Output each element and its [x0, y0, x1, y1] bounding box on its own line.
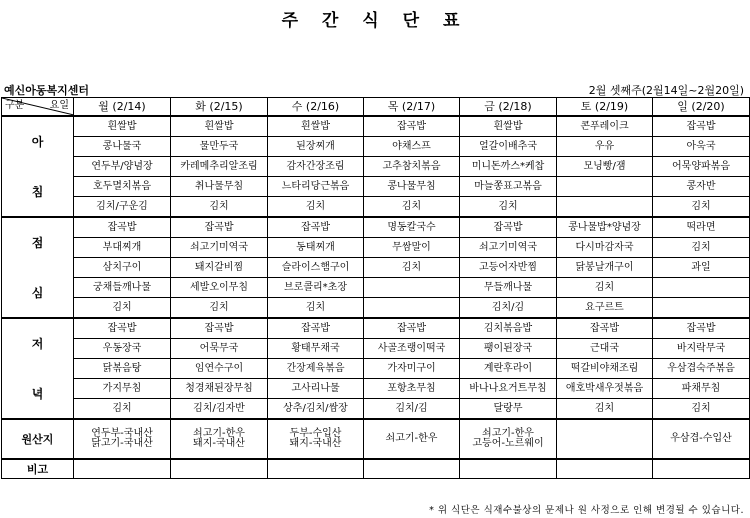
- day-header: 화 (2/15): [171, 98, 268, 117]
- menu-item: 카레메추리알조림: [171, 157, 268, 177]
- menu-item: 우유: [557, 137, 653, 157]
- menu-item: 바나나요거트무침: [460, 379, 557, 399]
- meal-label-bottom: 심: [31, 285, 44, 300]
- menu-item: 김치: [460, 197, 557, 218]
- day-header: 토 (2/19): [557, 98, 653, 117]
- meal-row: [2, 137, 750, 157]
- header-row: [2, 98, 750, 117]
- menu-item: 잡곡밥: [268, 217, 364, 238]
- menu-item: 우삼겹숙주볶음: [653, 359, 750, 379]
- meal-row: [2, 278, 750, 298]
- meal-row: [2, 399, 750, 420]
- menu-item: 잡곡밥: [74, 318, 171, 339]
- day-header: 금 (2/18): [460, 98, 557, 117]
- menu-item: 물만두국: [171, 137, 268, 157]
- menu-item: [653, 298, 750, 319]
- note-cell: [364, 459, 460, 479]
- menu-item: 돼지갈비찜: [171, 258, 268, 278]
- menu-item: 닭볶음탕: [74, 359, 171, 379]
- menu-item: 느타리당근볶음: [268, 177, 364, 197]
- menu-item: 김치: [171, 298, 268, 319]
- menu-item: 콩나물무침: [364, 177, 460, 197]
- meal-row: [2, 318, 750, 339]
- menu-item: 가자미구이: [364, 359, 460, 379]
- menu-item: 고추참치볶음: [364, 157, 460, 177]
- menu-item: 김치: [268, 197, 364, 218]
- meal-label: [2, 217, 74, 318]
- menu-item: 달랑무: [460, 399, 557, 420]
- menu-item: 청경채된장무침: [171, 379, 268, 399]
- footnote: * 위 식단은 식재수불상의 문제나 원 사정으로 인해 변경될 수 있습니다.: [429, 505, 744, 516]
- menu-item: 잡곡밥: [364, 116, 460, 137]
- menu-item: 바지락무국: [653, 339, 750, 359]
- menu-item: 브로콜리*초장: [268, 278, 364, 298]
- menu-item: 김치/김: [364, 399, 460, 420]
- meal-label: [2, 318, 74, 419]
- origin-cell: [653, 419, 750, 459]
- origin-line: 쇠고기-한우: [482, 428, 534, 439]
- day-header: 수 (2/16): [268, 98, 364, 117]
- menu-item: [364, 298, 460, 319]
- menu-item: 김치/구운김: [74, 197, 171, 218]
- menu-item: 콩자반: [653, 177, 750, 197]
- menu-item: 애호박새우젓볶음: [557, 379, 653, 399]
- menu-item: [557, 177, 653, 197]
- menu-item: [557, 197, 653, 218]
- menu-item: 잡곡밥: [364, 318, 460, 339]
- origin-cell: [557, 419, 653, 459]
- meal-row: [2, 379, 750, 399]
- menu-item: 흰쌀밥: [171, 116, 268, 137]
- menu-item: [653, 278, 750, 298]
- menu-item: 미니돈까스*케찹: [460, 157, 557, 177]
- origin-cell: [171, 419, 268, 459]
- note-cell: [268, 459, 364, 479]
- menu-item: 된장찌개: [268, 137, 364, 157]
- organization-name: 예신아동복지센터: [4, 84, 90, 97]
- origin-cell: [74, 419, 171, 459]
- menu-item: 황태무채국: [268, 339, 364, 359]
- weekly-menu-table: [1, 97, 750, 479]
- origin-line: 우삼겹-수입산: [670, 433, 732, 444]
- menu-item: 마늘쫑표고볶음: [460, 177, 557, 197]
- menu-item: 무들깨나물: [460, 278, 557, 298]
- menu-item: 김치/김자반: [171, 399, 268, 420]
- page-title: 주 간 식 단 표: [281, 11, 469, 31]
- origin-line: 돼지-국내산: [193, 438, 245, 449]
- meal-label: [2, 116, 74, 217]
- week-range: 2월 셋째주(2월14일~2월20일): [588, 84, 744, 97]
- menu-item: [364, 278, 460, 298]
- menu-item: 고사리나물: [268, 379, 364, 399]
- meal-row: [2, 217, 750, 238]
- menu-item: 상추/김치/쌈장: [268, 399, 364, 420]
- menu-item: 김치: [364, 197, 460, 218]
- origin-line: 두부-수입산: [289, 428, 342, 439]
- note-row: [2, 459, 750, 479]
- menu-item: 과일: [653, 258, 750, 278]
- menu-item: 흰쌀밥: [74, 116, 171, 137]
- menu-item: 김치: [557, 399, 653, 420]
- menu-item: 잡곡밥: [653, 318, 750, 339]
- corner-label-day: 요일: [49, 100, 69, 111]
- menu-item: 우동장국: [74, 339, 171, 359]
- meal-row: [2, 258, 750, 278]
- note-cell: [74, 459, 171, 479]
- menu-item: 근대국: [557, 339, 653, 359]
- meal-row: [2, 197, 750, 218]
- menu-body: [2, 116, 750, 419]
- menu-item: 김치/김: [460, 298, 557, 319]
- day-header: 목 (2/17): [364, 98, 460, 117]
- meal-row: [2, 298, 750, 319]
- menu-item: 콩나물밥*양념장: [557, 217, 653, 238]
- menu-item: 궁채들깨나물: [74, 278, 171, 298]
- menu-item: 잡곡밥: [557, 318, 653, 339]
- menu-item: 가지무침: [74, 379, 171, 399]
- menu-item: 감자간장조림: [268, 157, 364, 177]
- menu-item: 다시마감자국: [557, 238, 653, 258]
- meal-row: [2, 116, 750, 137]
- menu-item: 김치: [268, 298, 364, 319]
- meal-label-top: 아: [31, 134, 44, 149]
- menu-item: 간장제육볶음: [268, 359, 364, 379]
- meal-row: [2, 238, 750, 258]
- meal-label-top: 점: [31, 235, 44, 250]
- note-cell: [171, 459, 268, 479]
- origin-line: 고등어-노르웨이: [472, 438, 544, 449]
- menu-item: 잡곡밥: [171, 318, 268, 339]
- note-cell: [653, 459, 750, 479]
- meal-row: [2, 177, 750, 197]
- menu-item: 잡곡밥: [74, 217, 171, 238]
- origin-cell: [460, 419, 557, 459]
- menu-item: 잡곡밥: [460, 217, 557, 238]
- origin-label: 원산지: [2, 419, 74, 459]
- note-cell: [557, 459, 653, 479]
- menu-item: 쇠고기미역국: [171, 238, 268, 258]
- menu-item: 콩나물국: [74, 137, 171, 157]
- corner-header: [2, 98, 74, 117]
- meal-row: [2, 339, 750, 359]
- origin-line: 쇠고기-한우: [193, 428, 245, 439]
- menu-item: 김치: [653, 238, 750, 258]
- day-header: 일 (2/20): [653, 98, 750, 117]
- menu-item: 흰쌀밥: [460, 116, 557, 137]
- menu-item: 김치: [653, 399, 750, 420]
- menu-item: 잡곡밥: [268, 318, 364, 339]
- menu-item: 쇠고기미역국: [460, 238, 557, 258]
- meal-label-top: 저: [31, 336, 44, 351]
- menu-item: 야채스프: [364, 137, 460, 157]
- menu-item: 고등어자반찜: [460, 258, 557, 278]
- menu-item: 명동칼국수: [364, 217, 460, 238]
- menu-item: 슬라이스햄구이: [268, 258, 364, 278]
- menu-item: 떡라면: [653, 217, 750, 238]
- origin-line: 돼지-국내산: [289, 438, 342, 449]
- meal-row: [2, 157, 750, 177]
- origin-row: [2, 419, 750, 459]
- menu-item: 세발오이무침: [171, 278, 268, 298]
- menu-item: 김치: [557, 278, 653, 298]
- menu-item: 김치: [74, 298, 171, 319]
- menu-item: 흰쌀밥: [268, 116, 364, 137]
- note-label: 비고: [2, 459, 74, 479]
- menu-item: 동태찌개: [268, 238, 364, 258]
- menu-item: 삼치구이: [74, 258, 171, 278]
- menu-item: 잡곡밥: [653, 116, 750, 137]
- origin-line: 연두부-국내산: [91, 428, 153, 439]
- menu-item: 사골조랭이떡국: [364, 339, 460, 359]
- menu-item: 김치볶음밥: [460, 318, 557, 339]
- menu-item: 닭봉날개구이: [557, 258, 653, 278]
- menu-item: 얼갈이배추국: [460, 137, 557, 157]
- menu-item: 요구르트: [557, 298, 653, 319]
- menu-item: 포항초무침: [364, 379, 460, 399]
- menu-item: 김치: [364, 258, 460, 278]
- meal-label-bottom: 녁: [31, 386, 44, 401]
- menu-item: 임연수구이: [171, 359, 268, 379]
- menu-item: 파채무침: [653, 379, 750, 399]
- note-cell: [460, 459, 557, 479]
- menu-item: 김치: [653, 197, 750, 218]
- meal-row: [2, 359, 750, 379]
- menu-item: 계란후라이: [460, 359, 557, 379]
- menu-item: 잡곡밥: [171, 217, 268, 238]
- menu-item: 무쌈말이: [364, 238, 460, 258]
- menu-item: 김치: [171, 197, 268, 218]
- corner-label-category: 구분: [5, 100, 25, 111]
- menu-item: 취나물무침: [171, 177, 268, 197]
- origin-cell: [268, 419, 364, 459]
- origin-cell: [364, 419, 460, 459]
- menu-item: 콘푸레이크: [557, 116, 653, 137]
- menu-item: 모닝빵/잼: [557, 157, 653, 177]
- day-header: 월 (2/14): [74, 98, 171, 117]
- menu-item: 호두멸치볶음: [74, 177, 171, 197]
- meal-label-bottom: 침: [31, 184, 44, 199]
- origin-line: 쇠고기-한우: [385, 433, 438, 444]
- menu-item: 팽이된장국: [460, 339, 557, 359]
- menu-item: 아욱국: [653, 137, 750, 157]
- menu-item: 어묵양파볶음: [653, 157, 750, 177]
- menu-item: 김치: [74, 399, 171, 420]
- menu-item: 어묵무국: [171, 339, 268, 359]
- menu-item: 부대찌개: [74, 238, 171, 258]
- origin-line: 닭고기-국내산: [91, 438, 153, 449]
- menu-item: 떡갈비야채조림: [557, 359, 653, 379]
- menu-item: 연두부/양념장: [74, 157, 171, 177]
